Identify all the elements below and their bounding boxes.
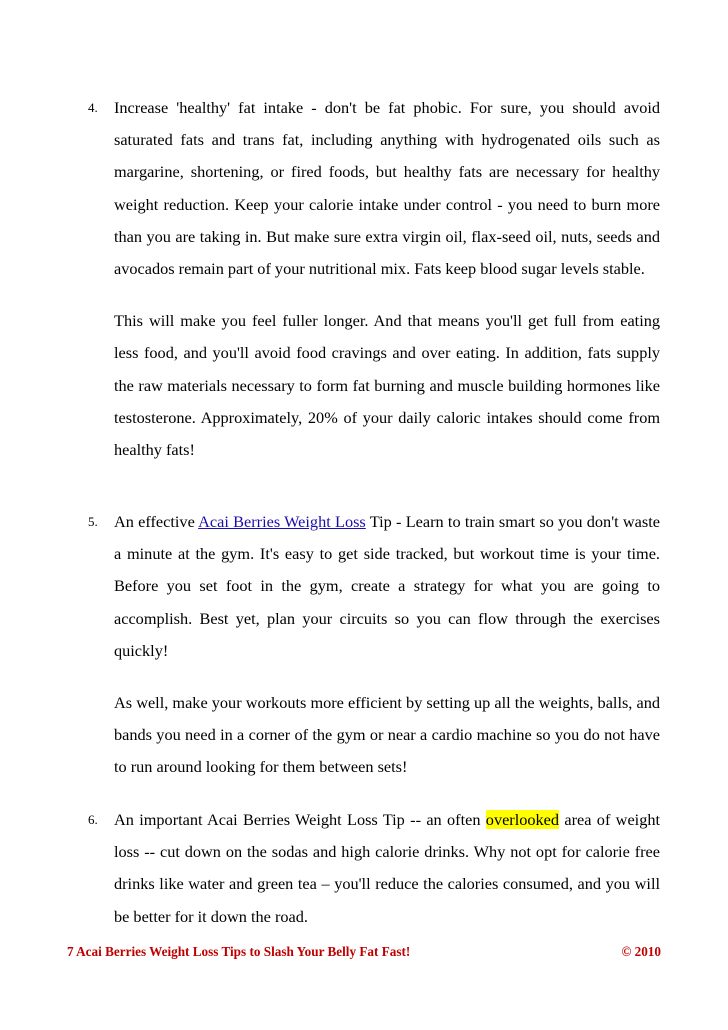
list-item-4 (88, 92, 660, 466)
paragraph (114, 804, 660, 933)
list-number: 5. (88, 514, 98, 529)
acai-berries-link[interactable]: Acai Berries Weight Loss (198, 512, 366, 531)
list-number: 4. (88, 100, 98, 115)
paragraph-text: Tip - Learn to train smart so you don't waste a minute at the gym. It's easy to get side tracked, but workout time is your time. Before you set foot in the gym, create a strategy for what you are going to accomplish. Best yet, plan your circuits so you can flow through the exercises quickly! (114, 512, 660, 660)
list-number: 6. (88, 812, 98, 827)
paragraph: Increase 'healthy' fat intake - don't be fat phobic. For sure, you should avoid saturated fats and trans fat, including anything with hydrogenated oils such as margarine, shortening, or fired foods, but healthy fats are necessary for healthy weight reduction. Keep your calorie intake under control - you need to burn more than you are taking in. But make sure extra virgin oil, flax-seed oil, nuts, seeds and avocados remain part of your nutritional mix. Fats keep blood sugar levels stable. (114, 98, 660, 279)
paragraph (114, 506, 660, 667)
paragraph-text: An important Acai Berries Weight Loss Tip -- an often (114, 810, 486, 829)
list-item-6 (88, 804, 660, 933)
footer-copyright: © 2010 (621, 944, 661, 959)
paragraph: As well, make your workouts more efficient by setting up all the weights, balls, and bands you need in a corner of the gym or near a cardio machine so you do not have to run around looking for them between sets! (114, 693, 660, 777)
footer-title: 7 Acai Berries Weight Loss Tips to Slash Your Belly Fat Fast! (67, 944, 411, 959)
highlighted-word: overlooked (485, 810, 560, 829)
paragraph-text: area of weight loss -- cut down on the sodas and high calorie drinks. Why not opt for calorie free drinks like water and green tea – you'll reduce the calories consumed, and you will be better for it down the road. (114, 810, 660, 926)
list-item-5 (88, 506, 660, 784)
paragraph-text: An effective (114, 512, 199, 531)
paragraph: This will make you feel fuller longer. And that means you'll get full from eating less food, and you'll avoid food cravings and over eating. In addition, fats supply the raw materials necessary to form fat burning and muscle building hormones like testosterone. Approximately, 20% of your daily caloric intakes should come from healthy fats! (114, 311, 660, 460)
